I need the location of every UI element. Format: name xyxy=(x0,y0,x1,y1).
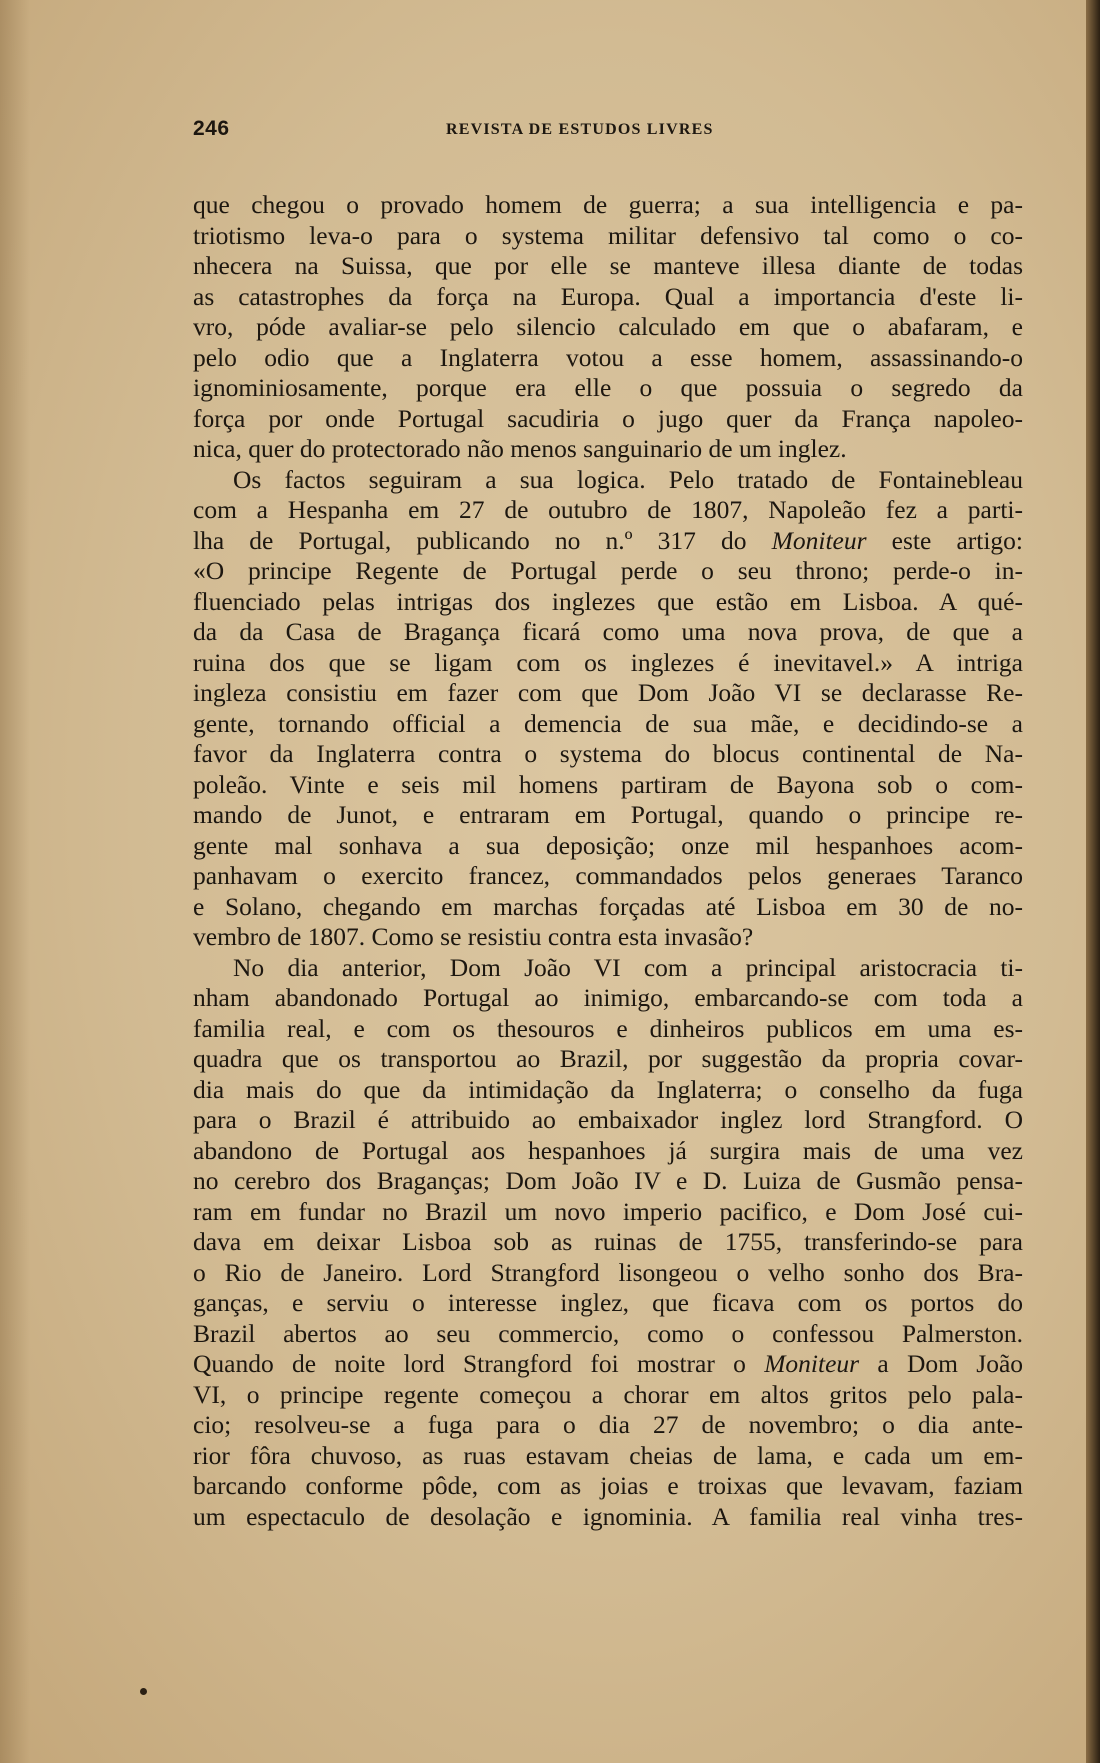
text-line-with-italic xyxy=(193,1349,1023,1380)
text-line: barcando conforme pôde, com as joias e troixas que levavam, faziam xyxy=(193,1471,1023,1500)
text-line: ram em fundar no Brazil um novo imperio pacifico, e Dom José cui- xyxy=(193,1196,1023,1226)
text-line: nhecera na Suissa, que por elle se manteve illesa diante de todas xyxy=(193,251,1023,280)
text-line: pelo odio que a Inglaterra votou a esse homem, assassinando-o xyxy=(193,342,1023,372)
text-segment: a Dom João xyxy=(877,1349,1024,1378)
text-line: fluenciado pelas intrigas dos inglezes que estão em Lisboa. A qué- xyxy=(193,586,1023,616)
body-text xyxy=(193,190,1023,1563)
text-line: nham abandonado Portugal ao inimigo, embarcando-se com toda a xyxy=(193,983,1023,1012)
text-line: gente, tornando official a demencia de sua mãe, e decidindo-se a xyxy=(193,708,1023,738)
text-line: panhavam o exercito francez, commandados pelos generaes Taranco xyxy=(193,861,1023,890)
journal-title: REVISTA DE ESTUDOS LIVRES xyxy=(446,121,714,138)
text-line: no cerebro dos Braganças; Dom João IV e D. Luiza de Gusmão pensa- xyxy=(193,1166,1023,1195)
text-line: um espectaculo de desolação e ignominia. A familia real vinha tres- xyxy=(193,1501,1023,1531)
text-line-paragraph-start: Os factos seguiram a sua logica. Pelo tratado de Fontainebleau xyxy=(233,464,1023,494)
text-line: para o Brazil é attribuido ao embaixador inglez lord Strangford. O xyxy=(193,1105,1023,1134)
text-line: VI, o principe regente começou a chorar em altos gritos pelo pala- xyxy=(193,1379,1023,1409)
text-line: familia real, e com os thesouros e dinheiros publicos em uma es- xyxy=(193,1013,1023,1043)
paper-speck xyxy=(140,1688,147,1695)
text-line: quadra que os transportou ao Brazil, por suggestão da propria covar- xyxy=(193,1044,1023,1073)
book-binding-edge xyxy=(1086,0,1100,1763)
text-line: triotismo leva-o para o systema militar defensivo tal como o co- xyxy=(193,220,1023,250)
page-number: 246 xyxy=(193,117,230,140)
text-line-paragraph-start: No dia anterior, Dom João VI com a principal aristocracia ti- xyxy=(233,952,1023,982)
text-line: mando de Junot, e entraram em Portugal, quando o principe re- xyxy=(193,800,1023,829)
text-line: dava em deixar Lisboa sob as ruinas de 1755, transferindo-se para xyxy=(193,1227,1023,1256)
text-line xyxy=(193,1532,1023,1563)
text-line: com a Hespanha em 27 de outubro de 1807, Napoleão fez a parti- xyxy=(193,495,1023,524)
text-line: vembro de 1807. Como se resistiu contra esta invasão? xyxy=(193,922,754,951)
text-line: cio; resolveu-se a fuga para o dia 27 de novembro; o dia ante- xyxy=(193,1410,1023,1439)
text-line: força por onde Portugal sacudiria o jugo quer da França napoleo- xyxy=(193,403,1023,433)
text-line: rior fôra chuvoso, as ruas estavam cheias de lama, e cada um em- xyxy=(193,1440,1023,1470)
text-line: dia mais do que da intimidação da Inglaterra; o conselho da fuga xyxy=(193,1074,1023,1104)
text-line: nica, quer do protectorado não menos sanguinario de um inglez. xyxy=(193,434,847,463)
text-line: abandono de Portugal aos hespanhoes já surgira mais de uma vez xyxy=(193,1135,1023,1165)
text-line: que chegou o provado homem de guerra; a sua intelligencia e pa- xyxy=(193,190,1023,219)
text-line: ingleza consistiu em fazer com que Dom João VI se declarasse Re- xyxy=(193,678,1023,707)
text-segment: lha de Portugal, publicando no n.º 317 do xyxy=(193,525,747,555)
text-line: gente mal sonhava a sua deposição; onze mil hespanhoes acom- xyxy=(193,830,1023,860)
text-line: ganças, e serviu o interesse inglez, que ficava com os portos do xyxy=(193,1288,1023,1317)
moniteur-italic: Moniteur xyxy=(771,525,867,555)
text-line: o Rio de Janeiro. Lord Strangford lisongeou o velho sonho dos Bra- xyxy=(193,1257,1023,1287)
text-line: Brazil abertos ao seu commercio, como o confessou Palmerston. xyxy=(193,1318,1023,1348)
text-line: e Solano, chegando em marchas forçadas até Lisboa em 30 de no- xyxy=(193,891,1023,921)
text-line: «O principe Regente de Portugal perde o seu throno; perde-o in- xyxy=(193,556,1023,585)
running-head xyxy=(193,117,1023,147)
text-line: vro, póde avaliar-se pelo silencio calculado em que o abafaram, e xyxy=(193,312,1023,341)
text-line: ignominiosamente, porque era elle o que possuia o segredo da xyxy=(193,373,1023,402)
text-line-with-italic xyxy=(193,526,1023,557)
moniteur-italic: Moniteur xyxy=(764,1349,860,1378)
text-segment: este artigo: xyxy=(891,525,1024,555)
text-line: favor da Inglaterra contra o systema do blocus continental de Na- xyxy=(193,739,1023,768)
text-segment: Quando de noite lord Strangford foi mostrar o xyxy=(193,1349,746,1378)
text-line: ruina dos que se ligam com os inglezes é inevitavel.» A intriga xyxy=(193,647,1023,677)
page-left-shadow xyxy=(0,0,30,1763)
text-line: da da Casa de Bragança ficará como uma nova prova, de que a xyxy=(193,617,1023,646)
text-line: poleão. Vinte e seis mil homens partiram de Bayona sob o com- xyxy=(193,769,1023,799)
text-line: as catastrophes da força na Europa. Qual a importancia d'este li- xyxy=(193,281,1023,311)
